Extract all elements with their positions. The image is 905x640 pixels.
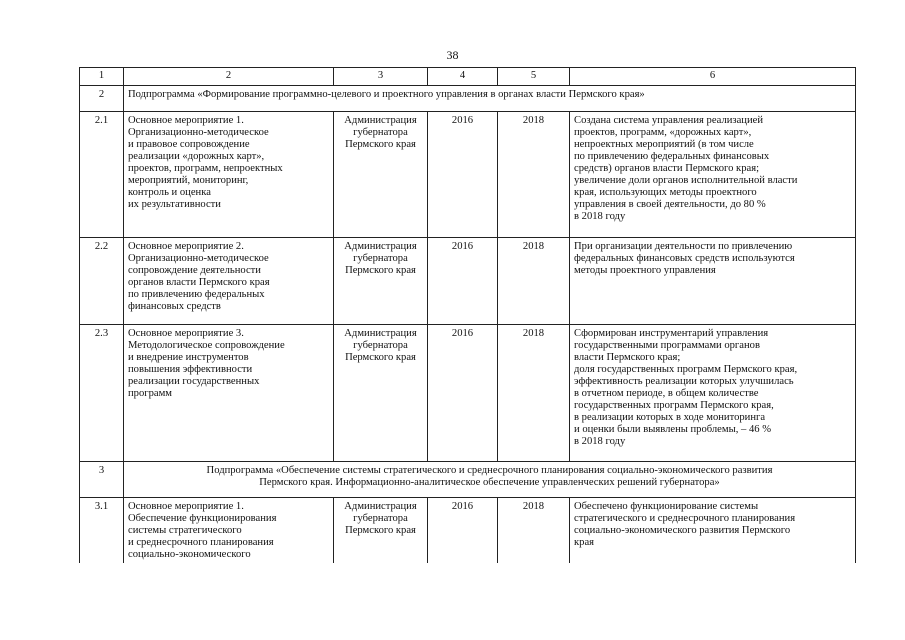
result-cell: Сформирован инструментарий управления государственными программами органов власти Пермского края; доля государственных программ Пермского края, эффективность реализации которых улучшилась в отчетном периоде, в общем количестве государственных программ Пермского края, в реализации которых в ходе мониторинга и оценки были выявлены проблемы, – 46 % в 2018 году — [570, 325, 856, 462]
page-number: 38 — [446, 48, 459, 62]
result-cell: Обеспечено функционирование системы стратегического и среднесрочного планирования социально-экономического развития Пермского края — [570, 498, 856, 564]
subprogram-row — [80, 86, 856, 112]
end-year-cell: 2018 — [498, 325, 570, 462]
activity-cell: Основное мероприятие 3. Методологическое сопровождение и внедрение инструментов повышения эффективности реализации государственных программ — [124, 325, 334, 462]
column-header: 6 — [570, 68, 856, 86]
activity-cell: Основное мероприятие 1. Организационно-методическое и правовое сопровождение реализации «дорожных карт», проектов, программ, непроектных мероприятий, мониторинг, контроль и оценка их результативности — [124, 112, 334, 238]
start-year-cell: 2016 — [428, 238, 498, 325]
end-year-cell: 2018 — [498, 238, 570, 325]
column-header: 2 — [124, 68, 334, 86]
column-header: 5 — [498, 68, 570, 86]
end-year-cell: 2018 — [498, 112, 570, 238]
program-activities-table — [79, 67, 856, 563]
column-header: 1 — [80, 68, 124, 86]
table-row — [80, 112, 856, 238]
subprogram-row — [80, 462, 856, 498]
activity-cell: Основное мероприятие 2. Организационно-методическое сопровождение деятельности органов власти Пермского края по привлечению федеральных финансовых средств — [124, 238, 334, 325]
row-number: 2.3 — [80, 325, 124, 462]
table-row — [80, 238, 856, 325]
column-numbers-row — [80, 68, 856, 86]
row-number: 2.1 — [80, 112, 124, 238]
subprogram-title: Подпрограмма «Обеспечение системы стратегического и среднесрочного планирования социально-экономического развития Пермского края. Информационно-аналитическое обеспечение управленческих решений губернатора» — [124, 462, 856, 498]
subprogram-number: 3 — [80, 462, 124, 498]
responsible-cell: Администрация губернатора Пермского края — [334, 238, 428, 325]
row-number: 2.2 — [80, 238, 124, 325]
column-header: 3 — [334, 68, 428, 86]
activity-cell: Основное мероприятие 1. Обеспечение функционирования системы стратегического и среднесрочного планирования социально-экономического — [124, 498, 334, 564]
start-year-cell: 2016 — [428, 498, 498, 564]
column-header: 4 — [428, 68, 498, 86]
responsible-cell: Администрация губернатора Пермского края — [334, 498, 428, 564]
table-row — [80, 498, 856, 564]
responsible-cell: Администрация губернатора Пермского края — [334, 112, 428, 238]
result-cell: Создана система управления реализацией проектов, программ, «дорожных карт», непроектных мероприятий (в том числе по привлечению федеральных финансовых средств) органов власти Пермского края; увеличение доли органов исполнительной власти края, использующих методы проектного управления в своей деятельности, до 80 % в 2018 году — [570, 112, 856, 238]
row-number: 3.1 — [80, 498, 124, 564]
result-cell: При организации деятельности по привлечению федеральных финансовых средств используются методы проектного управления — [570, 238, 856, 325]
subprogram-title: Подпрограмма «Формирование программно-целевого и проектного управления в органах власти Пермского края» — [124, 86, 856, 112]
responsible-cell: Администрация губернатора Пермского края — [334, 325, 428, 462]
start-year-cell: 2016 — [428, 325, 498, 462]
subprogram-number: 2 — [80, 86, 124, 112]
start-year-cell: 2016 — [428, 112, 498, 238]
table-row — [80, 325, 856, 462]
end-year-cell: 2018 — [498, 498, 570, 564]
